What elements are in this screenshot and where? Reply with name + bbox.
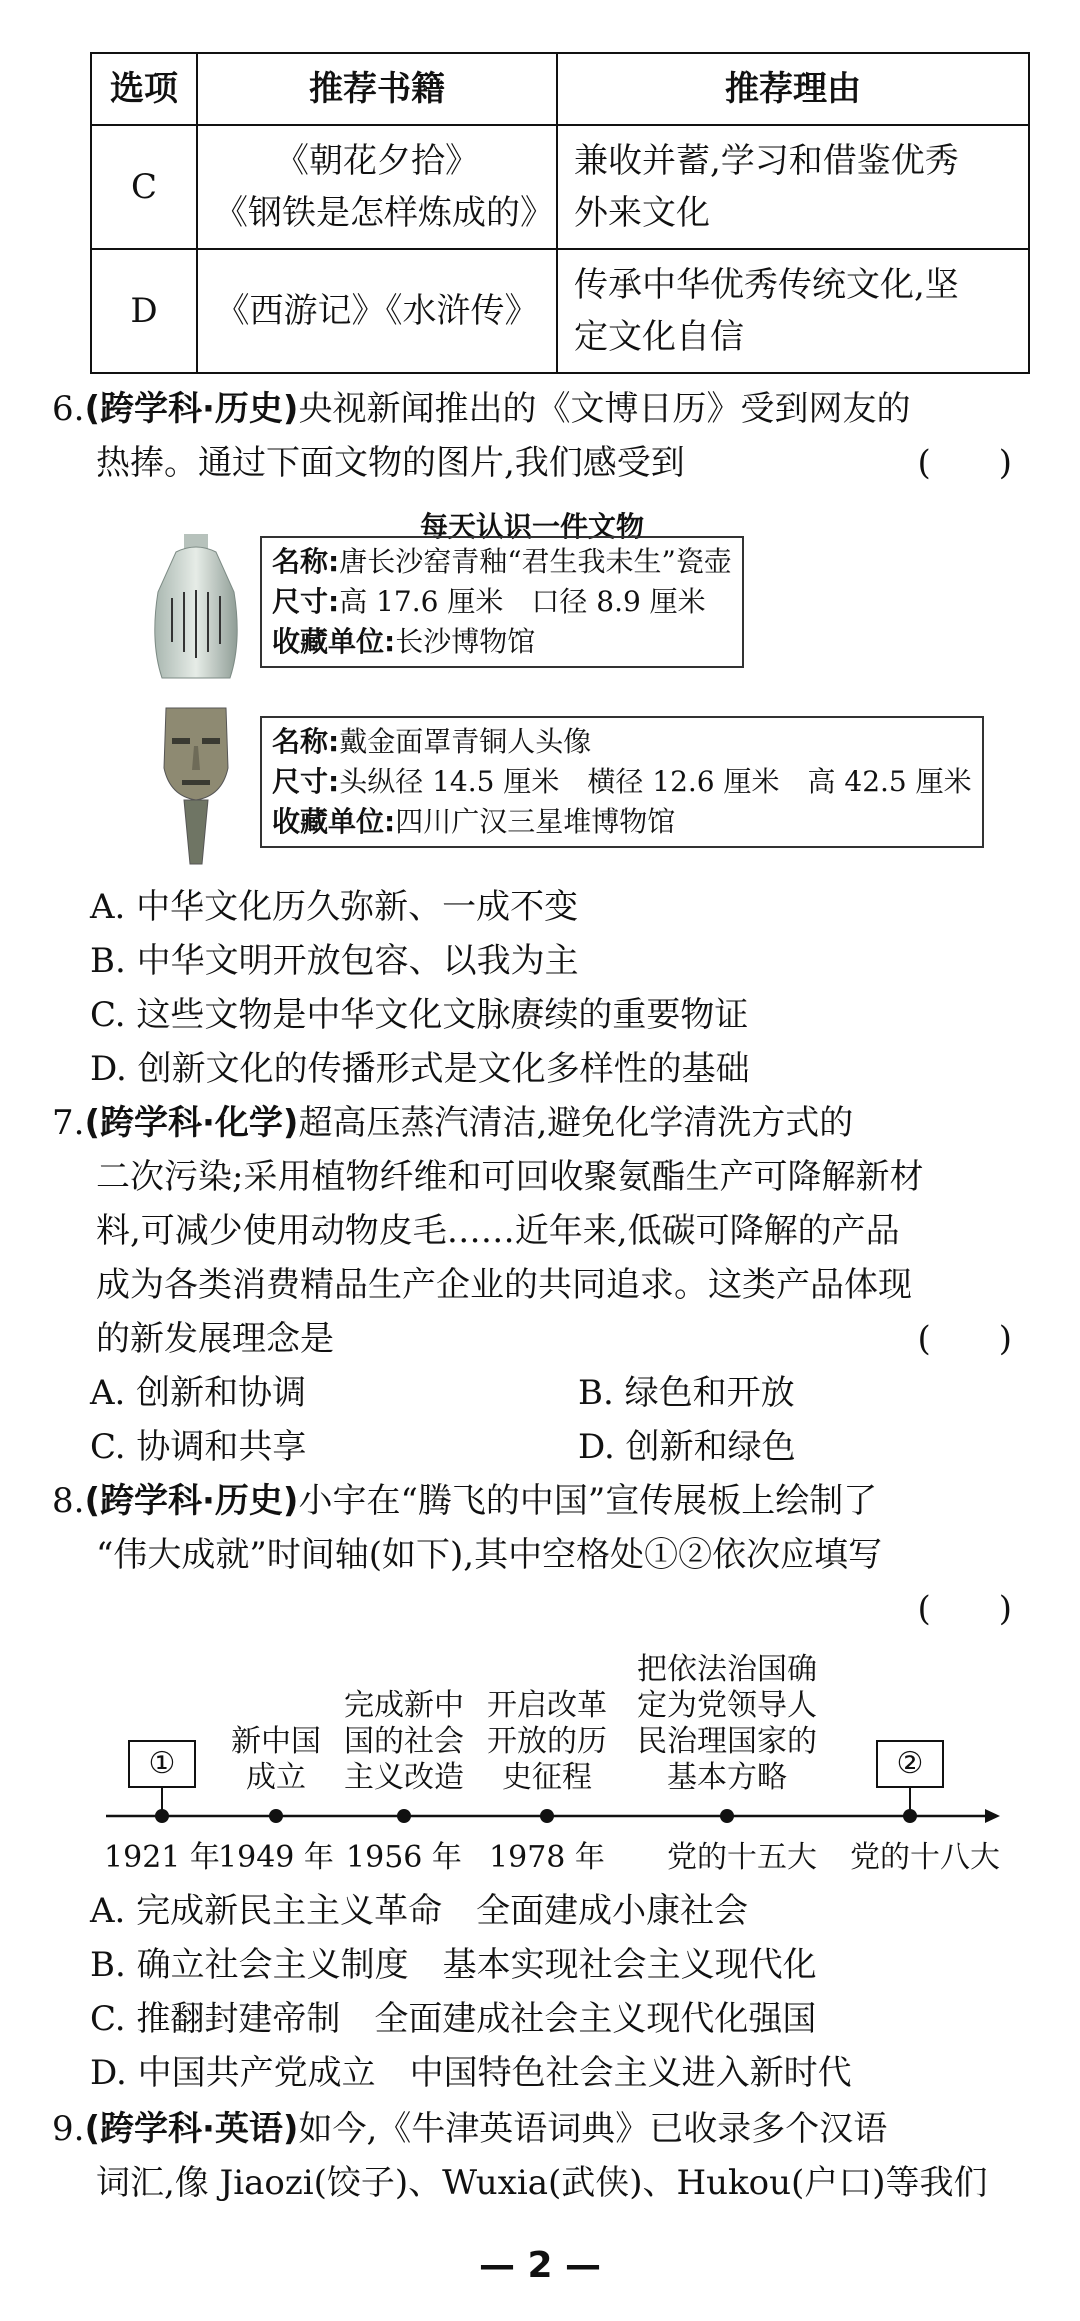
timeline-label-line: 史征程 xyxy=(502,1760,592,1795)
question-line xyxy=(52,382,1032,436)
relic-owner: 收藏单位:四川广汉三星堆博物馆 xyxy=(272,805,676,838)
timeline-label-line: 开启改革 xyxy=(487,1688,607,1723)
question-text: 如今,《牛津英语词典》已收录多个汉语 xyxy=(298,2109,888,2149)
question-line xyxy=(52,1474,1032,1528)
question-7 xyxy=(52,1096,1032,1366)
question-line xyxy=(52,1096,1032,1150)
timeline-dot xyxy=(720,1809,734,1823)
question-line: 词汇,像 Jiaozi(饺子)、Wuxia(武侠)、Hukou(户口)等我们 xyxy=(96,2163,988,2203)
question-text: 的新发展理念是 xyxy=(96,1319,334,1359)
question-text: 央视新闻推出的《文博日历》受到网友的 xyxy=(298,389,911,429)
timeline-dot xyxy=(269,1809,283,1823)
option-d: D. 中国共产党成立 中国特色社会主义进入新时代 xyxy=(90,2053,852,2093)
recommendation-table xyxy=(90,52,1030,374)
relic-title: 每天认识一件文物 xyxy=(420,510,645,543)
table-header: 推荐书籍 xyxy=(197,53,557,125)
question-line xyxy=(52,1312,1032,1366)
question-line xyxy=(52,2102,1032,2156)
timeline-blank-box xyxy=(876,1740,944,1788)
reason-line: 外来文化 xyxy=(574,193,710,233)
table-cell-option: C xyxy=(91,125,197,249)
table-row xyxy=(91,249,1029,373)
question-line: 二次污染;采用植物纤维和可回收聚氨酯生产可降解新材 xyxy=(96,1157,924,1197)
timeline-year: 党的十五大 xyxy=(667,1840,817,1875)
reason-line: 传承中华优秀传统文化,坚 xyxy=(574,265,959,305)
option-d: D. 创新和绿色 xyxy=(578,1427,796,1467)
option-b: B. 中华文明开放包容、以我为主 xyxy=(90,941,579,981)
question-number: 7. xyxy=(52,1103,85,1143)
reason-line: 兼收并蓄,学习和借鉴优秀 xyxy=(574,141,959,181)
relic-card-bronze-head xyxy=(260,716,984,848)
book-line: 《钢铁是怎样炼成的》 xyxy=(214,193,554,233)
bronze-head-image xyxy=(156,698,236,868)
relic-size: 尺寸:头纵径 14.5 厘米 横径 12.6 厘米 高 42.5 厘米 xyxy=(272,765,972,798)
timeline-label-line: ① xyxy=(148,1746,176,1781)
question-tag: (跨学科·历史) xyxy=(84,1481,299,1521)
timeline-year: 1978 年 xyxy=(489,1840,605,1875)
timeline-year: 党的十八大 xyxy=(850,1840,1000,1875)
option-c: C. 这些文物是中华文化文脉赓续的重要物证 xyxy=(90,995,749,1035)
question-text: 热捧。通过下面文物的图片,我们感受到 xyxy=(96,443,685,483)
answer-paren: ( ) xyxy=(917,443,1012,483)
table-header: 选项 xyxy=(91,53,197,125)
table-cell-books xyxy=(197,249,557,373)
relic-card-pot xyxy=(260,536,744,668)
option-a: A. 中华文化历久弥新、一成不变 xyxy=(90,887,579,927)
relic-name: 名称:唐长沙窑青釉“君生我未生”瓷壶 xyxy=(272,545,732,578)
book-line: 《西游记》《水浒传》 xyxy=(215,291,539,331)
question-tag: (跨学科·历史) xyxy=(84,389,299,429)
question-line xyxy=(52,436,1032,490)
timeline xyxy=(0,1620,1080,1880)
answer-paren: ( ) xyxy=(917,1319,1012,1359)
timeline-year: 1921 年 xyxy=(104,1840,220,1875)
option-b: B. 绿色和开放 xyxy=(578,1373,795,1413)
table-header-row xyxy=(91,53,1029,125)
timeline-label-line: 定为党领导人 xyxy=(637,1688,817,1723)
timeline-dot xyxy=(540,1809,554,1823)
option-a: A. 完成新民主主义革命 全面建成小康社会 xyxy=(90,1891,749,1931)
question-line: 料,可减少使用动物皮毛……近年来,低碳可降解的产品 xyxy=(96,1211,900,1251)
table-cell-reason xyxy=(557,125,1029,249)
timeline-dot xyxy=(397,1809,411,1823)
question-tag: (跨学科·英语) xyxy=(84,2109,299,2149)
question-8 xyxy=(52,1474,1032,1636)
relic-name: 名称:戴金面罩青铜人头像 xyxy=(272,725,592,758)
question-tag: (跨学科·化学) xyxy=(84,1103,299,1143)
table-cell-option: D xyxy=(91,249,197,373)
question-line: 成为各类消费精品生产企业的共同追求。这类产品体现 xyxy=(96,1265,912,1305)
answer-paren: ( ) xyxy=(917,1589,1012,1629)
relic-owner: 收藏单位:长沙博物馆 xyxy=(272,625,536,658)
book-line: 《朝花夕拾》 xyxy=(275,141,479,181)
timeline-label-line: 成立 xyxy=(246,1760,306,1795)
option-c: C. 协调和共享 xyxy=(90,1427,307,1467)
table-row xyxy=(91,125,1029,249)
option-c: C. 推翻封建帝制 全面建成社会主义现代化强国 xyxy=(90,1999,817,2039)
question-text: 小宇在“腾飞的中国”宣传展板上绘制了 xyxy=(298,1481,878,1521)
timeline-label-line: 完成新中 xyxy=(344,1688,464,1723)
option-a: A. 创新和协调 xyxy=(90,1373,307,1413)
timeline-label-line: 基本方略 xyxy=(667,1760,787,1795)
table-cell-reason xyxy=(557,249,1029,373)
question-number: 8. xyxy=(52,1481,85,1521)
timeline-label-line: 国的社会 xyxy=(344,1724,464,1759)
timeline-event-label xyxy=(447,1688,647,1796)
porcelain-pot-image xyxy=(146,532,246,682)
timeline-label-line: 开放的历 xyxy=(487,1724,607,1759)
table-cell-books xyxy=(197,125,557,249)
page-number: — 2 — xyxy=(478,2245,602,2286)
table-header: 推荐理由 xyxy=(557,53,1029,125)
timeline-event-label xyxy=(627,1652,827,1796)
relic-size: 尺寸:高 17.6 厘米 口径 8.9 厘米 xyxy=(272,585,706,618)
reason-line: 定文化自信 xyxy=(574,317,744,357)
question-9 xyxy=(52,2102,1032,2210)
question-text: 超高压蒸汽清洁,避免化学清洗方式的 xyxy=(298,1103,854,1143)
timeline-year: 1956 年 xyxy=(346,1840,462,1875)
question-number: 6. xyxy=(52,389,85,429)
timeline-label-line: 民治理国家的 xyxy=(637,1724,817,1759)
timeline-label-line: 主义改造 xyxy=(344,1760,464,1795)
question-line: “伟大成就”时间轴(如下),其中空格处①②依次应填写 xyxy=(96,1535,883,1575)
timeline-year: 1949 年 xyxy=(218,1840,334,1875)
option-d: D. 创新文化的传播形式是文化多样性的基础 xyxy=(90,1049,750,1089)
timeline-label-line: ② xyxy=(896,1746,924,1781)
timeline-label-line: 新中国 xyxy=(231,1724,321,1759)
question-number: 9. xyxy=(52,2109,85,2149)
option-b: B. 确立社会主义制度 基本实现社会主义现代化 xyxy=(90,1945,817,1985)
question-6 xyxy=(52,382,1032,490)
timeline-label-line: 把依法治国确 xyxy=(637,1652,817,1687)
